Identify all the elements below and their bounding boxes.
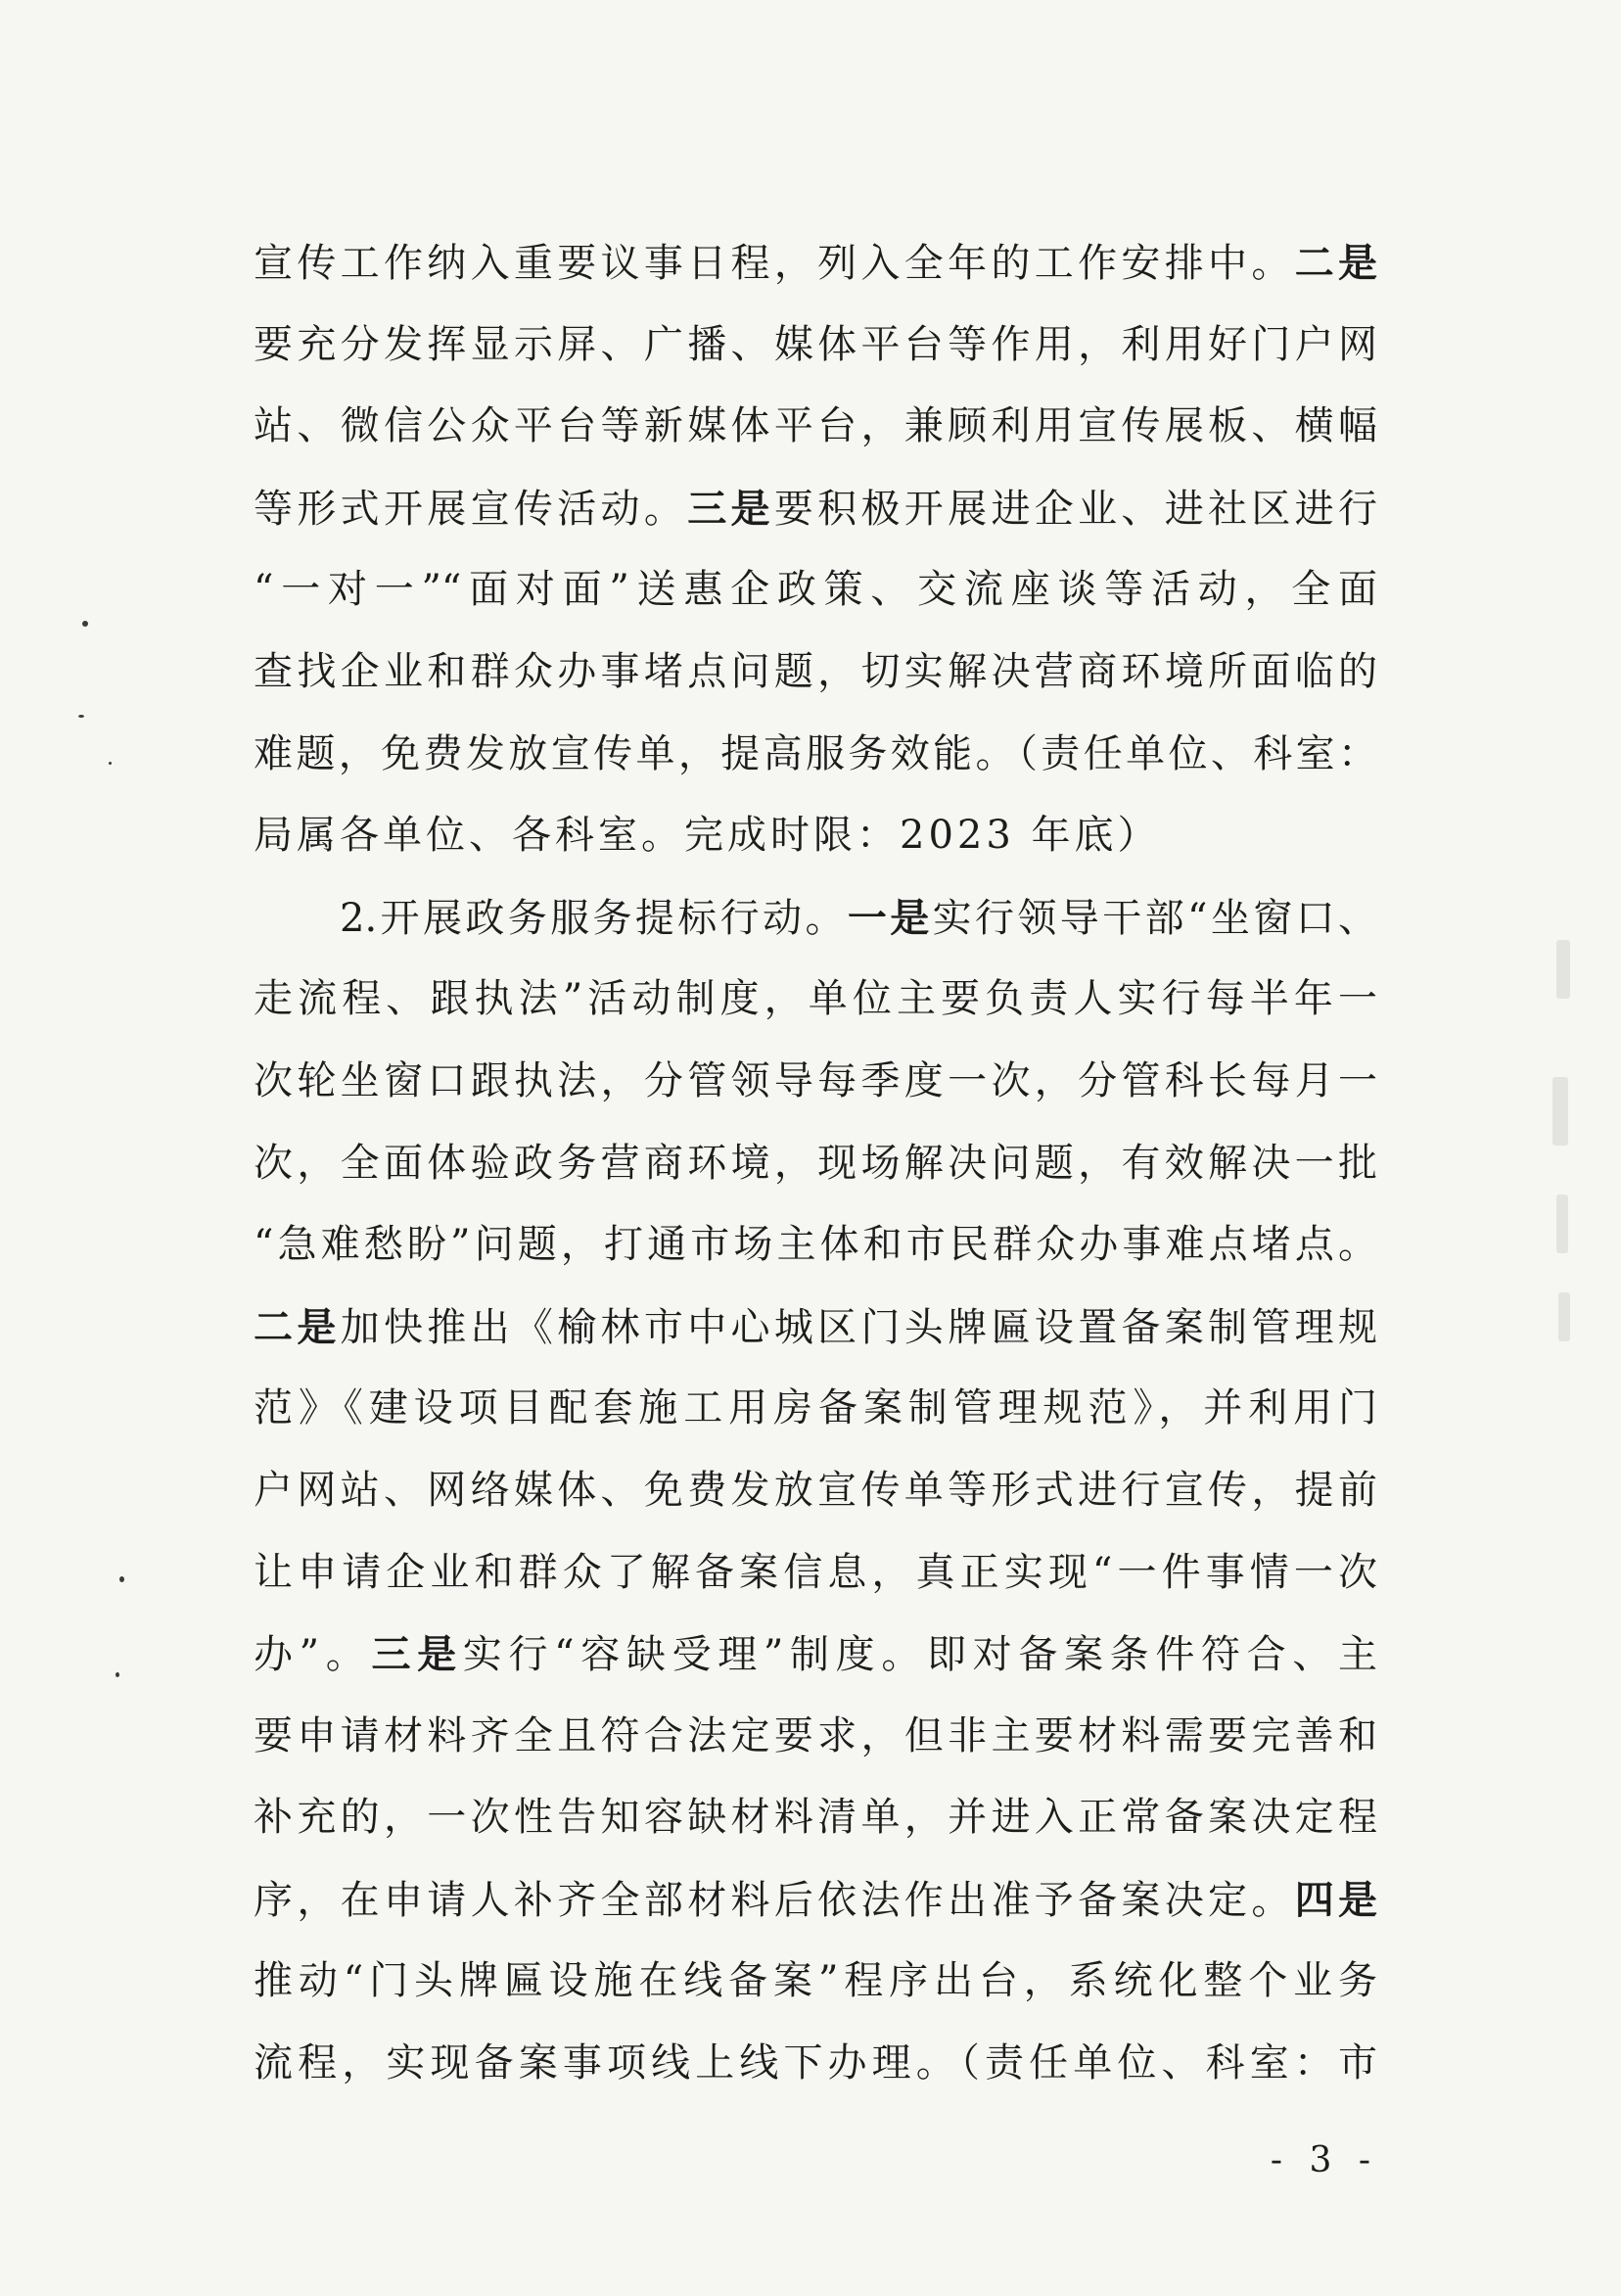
text-run: 站、微信公众平台等新媒体平台，兼顾利用宣传展板、横幅 [254, 403, 1377, 449]
paragraph-2-line-2 [254, 959, 1377, 1041]
emphasis-ordinal: 二是 [254, 1303, 341, 1350]
paragraph-2-line-14 [254, 1941, 1377, 2023]
text-run: 次轮坐窗口跟执法，分管领导每季度一次，分管科长每月一 [254, 1057, 1377, 1103]
paragraph-1-line-1 [254, 222, 1377, 305]
emphasis-ordinal: 四是 [1294, 1876, 1377, 1923]
text-run: 办”。 [254, 1632, 372, 1678]
text-run: 推动“门头牌匾设施在线备案”程序出台，系统化整个业务 [254, 1958, 1377, 2004]
text-run: 要申请材料齐全且符合法定要求，但非主要材料需要完善和 [254, 1712, 1377, 1758]
scan-bleed-through [1558, 1292, 1570, 1341]
scan-speck [78, 715, 84, 718]
emphasis-ordinal: 三是 [371, 1631, 463, 1678]
body-text [254, 222, 1377, 2105]
text-run: 宣传工作纳入重要议事日程，列入全年的工作安排中。 [254, 241, 1295, 286]
text-run: 要积极开展进企业、进社区进行 [773, 486, 1377, 532]
paragraph-1-line-5 [254, 549, 1377, 632]
paragraph-1-line-4 [254, 468, 1377, 550]
paragraph-2-line-3 [254, 1041, 1377, 1123]
page-number: - 3 - [1270, 2140, 1378, 2180]
paragraph-1-line-7 [254, 714, 1377, 796]
text-run: 序，在申请人补齐全部材料后依法作出准予备案决定。 [254, 1877, 1295, 1923]
emphasis-ordinal: 一是 [847, 894, 933, 941]
scan-speck [109, 762, 112, 765]
paragraph-2-line-12 [254, 1777, 1377, 1859]
text-run: 难题，免费发放宣传单，提高服务效能。（责任单位、科室： [254, 730, 1377, 776]
scan-speck [82, 621, 88, 627]
scan-bleed-through [1556, 1195, 1568, 1253]
paragraph-1-line-6 [254, 632, 1377, 714]
paragraph-1-line-8 [254, 795, 1377, 877]
text-run: 实行“容缺受理”制度。即对备案条件符合、主 [462, 1632, 1377, 1678]
text-run: 走流程、跟执法”活动制度，单位主要负责人实行每半年一 [254, 976, 1377, 1022]
text-run: 加快推出《榆林市中心城区门头牌匾设置备案制管理规 [340, 1304, 1377, 1350]
text-run: 范》《建设项目配套施工用房备案制管理规范》，并利用门 [254, 1385, 1377, 1431]
scan-bleed-through [1556, 940, 1570, 999]
scan-speck [119, 1576, 124, 1582]
paragraph-2-line-4 [254, 1123, 1377, 1205]
text-run: “急难愁盼”问题，打通市场主体和市民群众办事难点堵点。 [254, 1222, 1377, 1268]
text-run: 实行领导干部“坐窗口、 [932, 895, 1377, 941]
paragraph-2-line-1 [254, 877, 1377, 960]
text-run: 次，全面体验政务营商环境，现场解决问题，有效解决一批 [254, 1140, 1377, 1186]
paragraph-1-line-3 [254, 386, 1377, 468]
paragraph-1-line-2 [254, 305, 1377, 387]
paragraph-2-line-13 [254, 1859, 1377, 1942]
paragraph-2-line-15 [254, 2023, 1377, 2105]
paragraph-2-line-6 [254, 1287, 1377, 1369]
paragraph-2-line-5 [254, 1204, 1377, 1287]
text-run: 户网站、网络媒体、免费发放宣传单等形式进行宣传，提前 [254, 1467, 1377, 1513]
scan-bleed-through [1552, 1077, 1568, 1146]
text-run: 要充分发挥显示屏、广播、媒体平台等作用，利用好门户网 [254, 321, 1377, 367]
text-run: 让申请企业和群众了解备案信息，真正实现“一件事情一次 [254, 1549, 1377, 1595]
emphasis-ordinal: 三是 [687, 485, 774, 532]
text-run: 补充的，一次性告知容缺材料清单，并进入正常备案决定程 [254, 1795, 1377, 1841]
text-run: “一对一”“面对面”送惠企政策、交流座谈等活动，全面 [254, 567, 1377, 613]
text-run: 流程，实现备案事项线上线下办理。（责任单位、科室：市 [254, 2040, 1377, 2086]
section-heading-run: 2.开展政务服务提标行动。 [340, 895, 848, 941]
paragraph-2-line-9 [254, 1532, 1377, 1615]
text-run: 查找企业和群众办事堵点问题，切实解决营商环境所面临的 [254, 648, 1377, 694]
paragraph-2-line-11 [254, 1696, 1377, 1778]
scan-speck [116, 1672, 119, 1677]
paragraph-2-line-8 [254, 1450, 1377, 1532]
paragraph-2-line-10 [254, 1614, 1377, 1696]
text-run: 等形式开展宣传活动。 [254, 486, 688, 532]
paragraph-2-line-7 [254, 1368, 1377, 1450]
emphasis-ordinal: 二是 [1294, 240, 1377, 286]
text-run: 局属各单位、各科室。完成时限：2023 年底） [254, 813, 1161, 859]
